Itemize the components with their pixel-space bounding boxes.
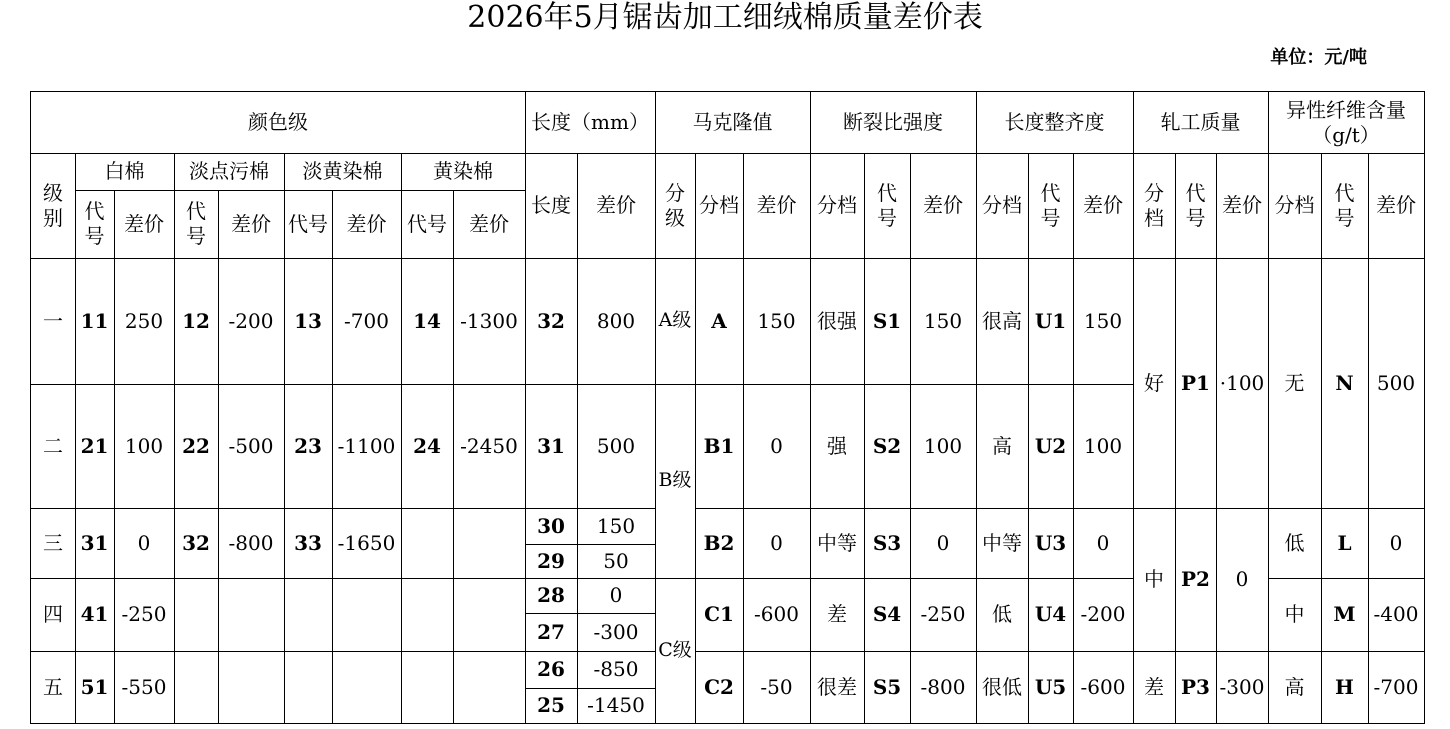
length-diff: -300 [577,613,656,652]
header-code: 代 号 [864,153,911,259]
length-value: 31 [525,384,578,509]
micronaire-bin: C1 [695,578,744,652]
length-value: 30 [525,508,578,545]
white-diff: 0 [114,508,175,579]
ginning-diff: -300 [1216,651,1269,724]
length-value: 32 [525,258,578,385]
spotted-code: 22 [174,384,219,509]
strength-diff: -250 [910,578,977,652]
header-bin: 分档 [1268,153,1322,259]
length-diff: 0 [577,578,656,614]
uniformity-diff: 150 [1073,258,1134,385]
yellow-code: 24 [401,384,454,509]
white-code: 31 [75,508,115,579]
uniformity-bin: 中等 [976,508,1029,579]
light-yellow-code: 13 [284,258,333,385]
white-code: 51 [75,651,115,724]
light-yellow-diff: -700 [332,258,402,385]
grade-label: 四 [30,578,76,652]
length-value: 28 [525,578,578,614]
micronaire-diff: -600 [743,578,811,652]
strength-bin: 中等 [810,508,865,579]
foreign-fiber-bin: 无 [1268,258,1322,509]
uniformity-diff: -600 [1073,651,1134,724]
micronaire-diff: 150 [743,258,811,385]
header-uniformity: 长度整齐度 [976,91,1134,154]
foreign-fiber-diff: 500 [1368,258,1425,509]
header-code: 代号 [284,190,333,259]
uniformity-code: U4 [1028,578,1074,652]
spotted-diff [218,578,285,652]
white-code: 21 [75,384,115,509]
header-diff: 差价 [1368,153,1425,259]
header-diff: 差价 [743,153,811,259]
header-diff: 差价 [910,153,977,259]
foreign-fiber-code: N [1321,258,1369,509]
strength-code: S4 [864,578,911,652]
strength-diff: -800 [910,651,977,724]
light-yellow-code [284,578,333,652]
header-bin: 分档 [695,153,744,259]
spotted-diff: -200 [218,258,285,385]
header-bin: 分档 [810,153,865,259]
header-diff: 差价 [332,190,402,259]
micronaire-diff: -50 [743,651,811,724]
header-light-spotted: 淡点污棉 [174,153,285,191]
header-diff: 差价 [218,190,285,259]
ginning-diff: ·100 [1216,258,1269,509]
ginning-bin: 差 [1133,651,1176,724]
header-diff: 差价 [114,190,175,259]
foreign-fiber-code: H [1321,651,1369,724]
yellow-diff [453,578,526,652]
length-value: 25 [525,688,578,724]
header-length: 长度 [525,153,578,259]
yellow-code [401,508,454,579]
white-diff: -250 [114,578,175,652]
yellow-code [401,651,454,724]
strength-code: S2 [864,384,911,509]
header-color-grade: 颜色级 [30,91,526,154]
white-diff: -550 [114,651,175,724]
micronaire-bin: B2 [695,508,744,579]
uniformity-code: U3 [1028,508,1074,579]
white-code: 11 [75,258,115,385]
yellow-diff [453,651,526,724]
grade-label: 五 [30,651,76,724]
header-code: 代号 [401,190,454,259]
ginning-code: P1 [1175,258,1217,509]
micronaire-bin: B1 [695,384,744,509]
foreign-fiber-bin: 高 [1268,651,1322,724]
uniformity-code: U2 [1028,384,1074,509]
strength-bin: 很强 [810,258,865,385]
white-code: 41 [75,578,115,652]
spotted-code [174,578,219,652]
uniformity-code: U1 [1028,258,1074,385]
uniformity-diff: 100 [1073,384,1134,509]
micronaire-diff: 0 [743,508,811,579]
spotted-diff: -800 [218,508,285,579]
light-yellow-code: 33 [284,508,333,579]
ginning-bin: 中 [1133,508,1176,652]
header-diff: 差价 [1073,153,1134,259]
header-ginning: 轧工质量 [1133,91,1269,154]
header-code: 代 号 [75,190,115,259]
unit-label: 单位：元/吨 [1270,47,1367,68]
header-code: 代 号 [174,190,219,259]
light-yellow-diff [332,578,402,652]
uniformity-diff: 0 [1073,508,1134,579]
header-classify: 分 级 [655,153,696,259]
light-yellow-code: 23 [284,384,333,509]
spotted-code: 32 [174,508,219,579]
foreign-fiber-code: L [1321,508,1369,579]
light-yellow-code [284,651,333,724]
header-bin: 分档 [976,153,1029,259]
foreign-fiber-code: M [1321,578,1369,652]
length-value: 27 [525,613,578,652]
yellow-diff: -1300 [453,258,526,385]
spotted-code: 12 [174,258,219,385]
yellow-code: 14 [401,258,454,385]
foreign-fiber-bin: 低 [1268,508,1322,579]
strength-code: S3 [864,508,911,579]
strength-diff: 100 [910,384,977,509]
header-diff: 差价 [453,190,526,259]
light-yellow-diff [332,651,402,724]
strength-bin: 强 [810,384,865,509]
grade-label: 二 [30,384,76,509]
uniformity-bin: 很低 [976,651,1029,724]
header-strength: 断裂比强度 [810,91,977,154]
micronaire-bin: C2 [695,651,744,724]
grade-label: 一 [30,258,76,385]
strength-diff: 0 [910,508,977,579]
header-code: 代 号 [1321,153,1369,259]
yellow-diff [453,508,526,579]
strength-code: S5 [864,651,911,724]
yellow-code [401,578,454,652]
strength-diff: 150 [910,258,977,385]
uniformity-bin: 很高 [976,258,1029,385]
ginning-code: P2 [1175,508,1217,652]
yellow-diff: -2450 [453,384,526,509]
length-diff: 500 [577,384,656,509]
header-bin: 分 档 [1133,153,1176,259]
page-title: 2026年5月锯齿加工细绒棉质量差价表 [467,0,983,35]
header-grade: 级 别 [30,153,76,259]
strength-bin: 很差 [810,651,865,724]
length-diff: -1450 [577,688,656,724]
length-diff: 800 [577,258,656,385]
grade-label: 三 [30,508,76,579]
micronaire-diff: 0 [743,384,811,509]
micronaire-level: B级 [655,384,696,579]
uniformity-diff: -200 [1073,578,1134,652]
header-code: 代 号 [1175,153,1217,259]
spotted-code [174,651,219,724]
spotted-diff [218,651,285,724]
header-micronaire: 马克隆值 [655,91,811,154]
micronaire-level: A级 [655,258,696,385]
length-diff: 150 [577,508,656,545]
strength-code: S1 [864,258,911,385]
header-foreign-fiber: 异性纤维含量 （g/t） [1268,91,1425,154]
white-diff: 250 [114,258,175,385]
length-value: 29 [525,544,578,579]
header-length-mm: 长度（mm） [525,91,656,154]
ginning-code: P3 [1175,651,1217,724]
strength-bin: 差 [810,578,865,652]
header-diff: 差价 [1216,153,1269,259]
length-diff: 50 [577,544,656,579]
foreign-fiber-bin: 中 [1268,578,1322,652]
header-yellow: 黄染棉 [401,153,526,191]
uniformity-bin: 低 [976,578,1029,652]
ginning-diff: 0 [1216,508,1269,652]
foreign-fiber-diff: -700 [1368,651,1425,724]
white-diff: 100 [114,384,175,509]
header-diff: 差价 [577,153,656,259]
header-code: 代 号 [1028,153,1074,259]
foreign-fiber-diff: 0 [1368,508,1425,579]
micronaire-bin: A [695,258,744,385]
length-value: 26 [525,651,578,689]
micronaire-level: C级 [655,578,696,724]
header-light-yellow: 淡黄染棉 [284,153,402,191]
light-yellow-diff: -1650 [332,508,402,579]
uniformity-code: U5 [1028,651,1074,724]
foreign-fiber-diff: -400 [1368,578,1425,652]
spotted-diff: -500 [218,384,285,509]
light-yellow-diff: -1100 [332,384,402,509]
uniformity-bin: 高 [976,384,1029,509]
length-diff: -850 [577,651,656,689]
header-white-cotton: 白棉 [75,153,175,191]
ginning-bin: 好 [1133,258,1176,509]
